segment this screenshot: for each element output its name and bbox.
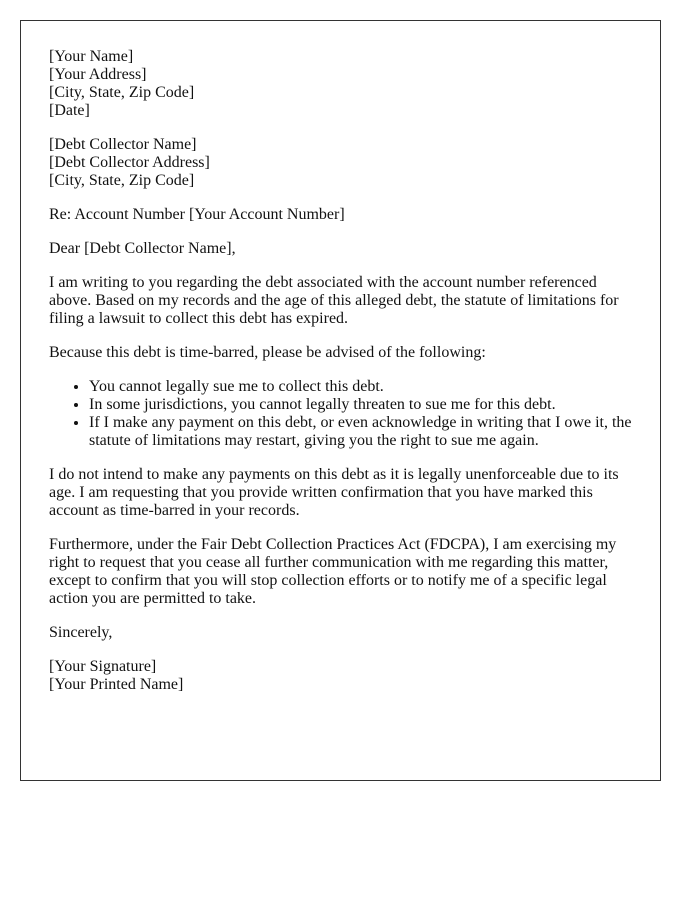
advisory-list	[49, 378, 632, 450]
list-item: • If I make any payment on this debt, or even acknowledge in writing that I owe it, the statute of limitations may restart, giving you the right to sue me again.	[89, 414, 632, 450]
subject-line: Re: Account Number [Your Account Number]	[49, 206, 345, 223]
salutation: Dear [Debt Collector Name],	[49, 240, 236, 257]
recipient-name: [Debt Collector Name]	[49, 136, 197, 153]
recipient-city-state-zip: [City, State, Zip Code]	[49, 172, 195, 189]
list-item: • In some jurisdictions, you cannot legally threaten to sue me for this debt.	[89, 396, 632, 414]
sender-block	[49, 48, 632, 120]
letter-date: [Date]	[49, 102, 90, 119]
recipient-address: [Debt Collector Address]	[49, 154, 210, 171]
closing: Sincerely,	[49, 624, 113, 641]
sender-address: [Your Address]	[49, 66, 147, 83]
letter-page	[20, 20, 661, 781]
signature-block	[49, 658, 632, 694]
printed-name: [Your Printed Name]	[49, 676, 184, 693]
sender-city-state-zip: [City, State, Zip Code]	[49, 84, 195, 101]
body-paragraph-4: Furthermore, under the Fair Debt Collection Practices Act (FDCPA), I am exercising my right to request that you cease all further communication with me regarding this matter, except to confirm that you will stop collection efforts or to notify me of a specific legal action you are permitted to take.	[49, 536, 617, 607]
body-paragraph-1: I am writing to you regarding the debt associated with the account number referenced above. Based on my records and the age of this alleged debt, the statute of limitations for filing a lawsuit to collect this debt has expired.	[49, 274, 619, 327]
signature-line: [Your Signature]	[49, 658, 157, 675]
body-paragraph-2: Because this debt is time-barred, please be advised of the following:	[49, 344, 486, 361]
list-item: • You cannot legally sue me to collect this debt.	[89, 378, 632, 396]
body-paragraph-3: I do not intend to make any payments on this debt as it is legally unenforceable due to its age. I am requesting that you provide written confirmation that you have marked this account as time-barred in your records.	[49, 466, 619, 519]
sender-name: [Your Name]	[49, 48, 134, 65]
recipient-block	[49, 136, 632, 190]
